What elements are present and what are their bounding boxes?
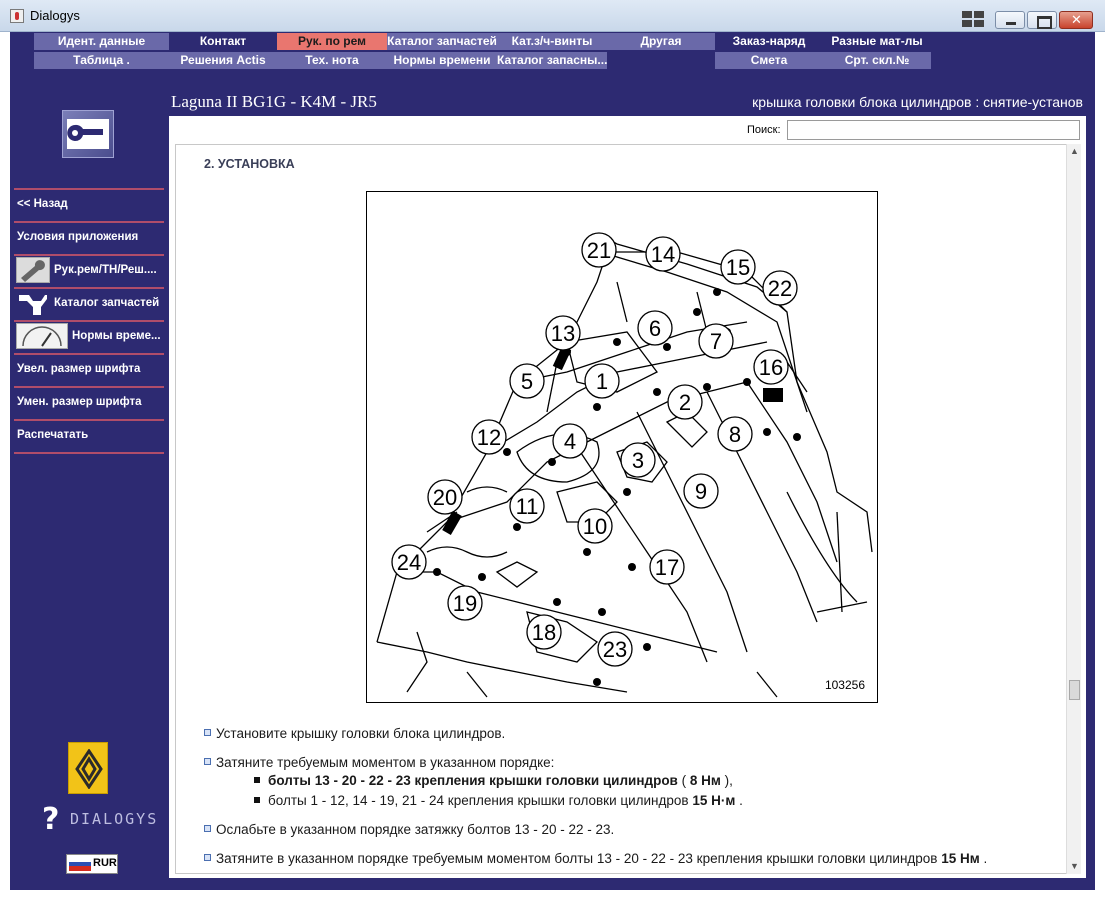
- layout-grid-icon[interactable]: [962, 11, 984, 27]
- menu-misc-materials[interactable]: Разные мат-лы: [823, 33, 931, 50]
- question-mark-icon: ?: [42, 802, 60, 837]
- callout-label: 22: [767, 276, 793, 301]
- menu-contact[interactable]: Контакт: [169, 33, 277, 50]
- punctuation: .: [979, 851, 988, 866]
- scroll-up-arrow-icon[interactable]: ▲: [1070, 146, 1079, 156]
- callout-label: 23: [602, 637, 628, 662]
- dialogys-logo: [42, 802, 159, 837]
- renault-logo-icon: [68, 742, 108, 794]
- java-app-icon: [10, 9, 24, 23]
- menu-empty-slot: [607, 52, 715, 69]
- document-view: [175, 144, 1067, 874]
- russian-flag-icon: [69, 857, 91, 871]
- torque-bracket: ),: [724, 773, 733, 788]
- engine-cover-diagram: [366, 191, 878, 703]
- bolts-text: болты 13 - 20 - 22 - 23 крепления крышки головки цилиндров: [268, 773, 678, 788]
- menu-tech-note[interactable]: Тех. нота: [277, 52, 387, 69]
- callout-label: 7: [709, 329, 723, 354]
- step-text: Затяните в указанном порядке требуемым моментом болты 13 - 20 - 22 - 23 крепления крышки головки цилиндров: [216, 851, 938, 866]
- sub-step-bolts-8nm: [254, 773, 733, 788]
- section-title: 2. УСТАНОВКА: [204, 157, 295, 171]
- torque-value: 8 Нм: [686, 773, 725, 788]
- callout-label: 10: [582, 514, 608, 539]
- menu-ident-data[interactable]: Идент. данные: [34, 33, 169, 50]
- figure-number: 103256: [824, 678, 865, 692]
- menu-stock-number[interactable]: Срт. скл.№: [823, 52, 931, 69]
- vehicle-title: Laguna II BG1G - K4M - JR5: [171, 92, 377, 111]
- menu-repair-manual[interactable]: Рук. по рем: [277, 33, 387, 50]
- menu-work-order[interactable]: Заказ-наряд: [715, 33, 823, 50]
- sidebar-item-repair-manual[interactable]: [14, 255, 164, 285]
- window-frame: [0, 32, 1105, 899]
- dialogys-brand-text: DIALOGYS: [70, 810, 159, 828]
- sidebar-item-print[interactable]: Распечатать: [17, 429, 89, 441]
- callout-label: 17: [654, 555, 680, 580]
- sidebar-item-conditions[interactable]: Условия приложения: [17, 231, 139, 243]
- top-menu-row-1: [34, 33, 931, 50]
- step-final-tighten: [204, 851, 987, 866]
- sidebar-item-back[interactable]: << Назад: [17, 198, 68, 210]
- menu-other[interactable]: Другая: [607, 33, 715, 50]
- callout-label: 15: [725, 255, 751, 280]
- sidebar-item-font-smaller[interactable]: Умен. размер шрифта: [17, 396, 142, 408]
- callout-label: 13: [550, 321, 576, 346]
- step-text: Затяните требуемым моментом в указанном порядке:: [216, 755, 555, 770]
- maximize-button[interactable]: [1027, 11, 1057, 29]
- punctuation: .: [735, 793, 743, 808]
- callout-label: 1: [595, 369, 609, 394]
- repair-manual-logo-icon: [62, 110, 114, 158]
- content-panel: [169, 116, 1086, 878]
- minimize-button[interactable]: [995, 11, 1025, 29]
- window-title: Dialogys: [30, 8, 80, 23]
- sub-step-bolts-15nm: [254, 793, 743, 808]
- callout-label: 8: [728, 422, 742, 447]
- step-loosen-bolts: [204, 822, 614, 837]
- bullet-square-icon: [204, 825, 211, 832]
- language-selector[interactable]: [66, 854, 118, 874]
- torque-value: 15 Нм: [937, 851, 980, 866]
- callout-label: 20: [432, 485, 458, 510]
- callout-label: 16: [758, 355, 784, 380]
- torque-value: 15 Н·м: [688, 793, 736, 808]
- menu-parts-catalog[interactable]: Каталог запчастей: [387, 34, 497, 48]
- torque-bracket: (: [677, 773, 687, 788]
- sidebar-item-label: Рук.рем/ТН/Реш....: [54, 264, 157, 276]
- document-scrollbar[interactable]: [1066, 144, 1081, 874]
- callout-label: 5: [520, 369, 534, 394]
- sidebar-item-label: Нормы време...: [72, 330, 161, 342]
- bolts-text: болты 1 - 12, 14 - 19, 21 - 24 крепления крышки головки цилиндров: [268, 793, 689, 808]
- sidebar-item-time-norms[interactable]: [14, 321, 164, 351]
- search-label: Поиск:: [747, 124, 781, 136]
- search-input[interactable]: [787, 120, 1080, 140]
- gauge-icon: [16, 323, 68, 349]
- step-text: Ослабьте в указанном порядке затяжку болтов 13 - 20 - 22 - 23.: [216, 822, 615, 837]
- callout-label: 21: [586, 238, 612, 263]
- bullet-square-icon: [204, 854, 211, 861]
- callout-label: 18: [531, 620, 557, 645]
- menu-estimate[interactable]: Смета: [715, 52, 823, 69]
- top-menu-row-2: [34, 52, 931, 69]
- callout-label: 2: [678, 390, 692, 415]
- sidebar-item-parts-catalog[interactable]: [14, 288, 164, 318]
- menu-parts-screws[interactable]: Кат.з/ч-винты: [497, 33, 607, 50]
- callout-label: 14: [650, 242, 676, 267]
- sidebar-separator: [14, 452, 164, 454]
- language-code: RUR: [93, 857, 117, 869]
- bullet-icon: [254, 797, 260, 803]
- sidebar-item-font-larger[interactable]: Увел. размер шрифта: [17, 363, 141, 375]
- menu-actis-solutions[interactable]: Решения Actis: [169, 52, 277, 69]
- callout-label: 11: [515, 494, 539, 519]
- step-tighten-order: [204, 755, 554, 770]
- page-title: крышка головки блока цилиндров : снятие-установ: [752, 94, 1083, 110]
- scroll-down-arrow-icon[interactable]: ▼: [1070, 861, 1079, 871]
- close-button[interactable]: [1059, 11, 1093, 29]
- window-titlebar: [0, 0, 1105, 32]
- scroll-thumb[interactable]: [1069, 680, 1080, 700]
- callout-label: 3: [631, 448, 645, 473]
- bullet-icon: [254, 777, 260, 783]
- callout-label: 24: [396, 550, 422, 575]
- step-install-cover: [204, 726, 505, 741]
- menu-time-norms[interactable]: Нормы времени: [387, 52, 497, 69]
- app-body: [10, 32, 1095, 890]
- callout-label: 12: [476, 425, 502, 450]
- callout-label: 19: [452, 591, 478, 616]
- menu-spare-catalog[interactable]: Каталог запасны...: [497, 53, 607, 67]
- sidebar-item-label: Каталог запчастей: [54, 297, 160, 309]
- callout-label: 9: [694, 479, 708, 504]
- wrench-icon: [16, 257, 50, 283]
- menu-table[interactable]: Таблица .: [34, 52, 169, 69]
- diagram-drawing: [367, 192, 877, 702]
- bullet-square-icon: [204, 758, 211, 765]
- callout-label: 4: [563, 429, 577, 454]
- bullet-square-icon: [204, 729, 211, 736]
- parts-icon: [16, 290, 50, 316]
- step-text: Установите крышку головки блока цилиндров.: [216, 726, 506, 741]
- callout-label: 6: [648, 316, 662, 341]
